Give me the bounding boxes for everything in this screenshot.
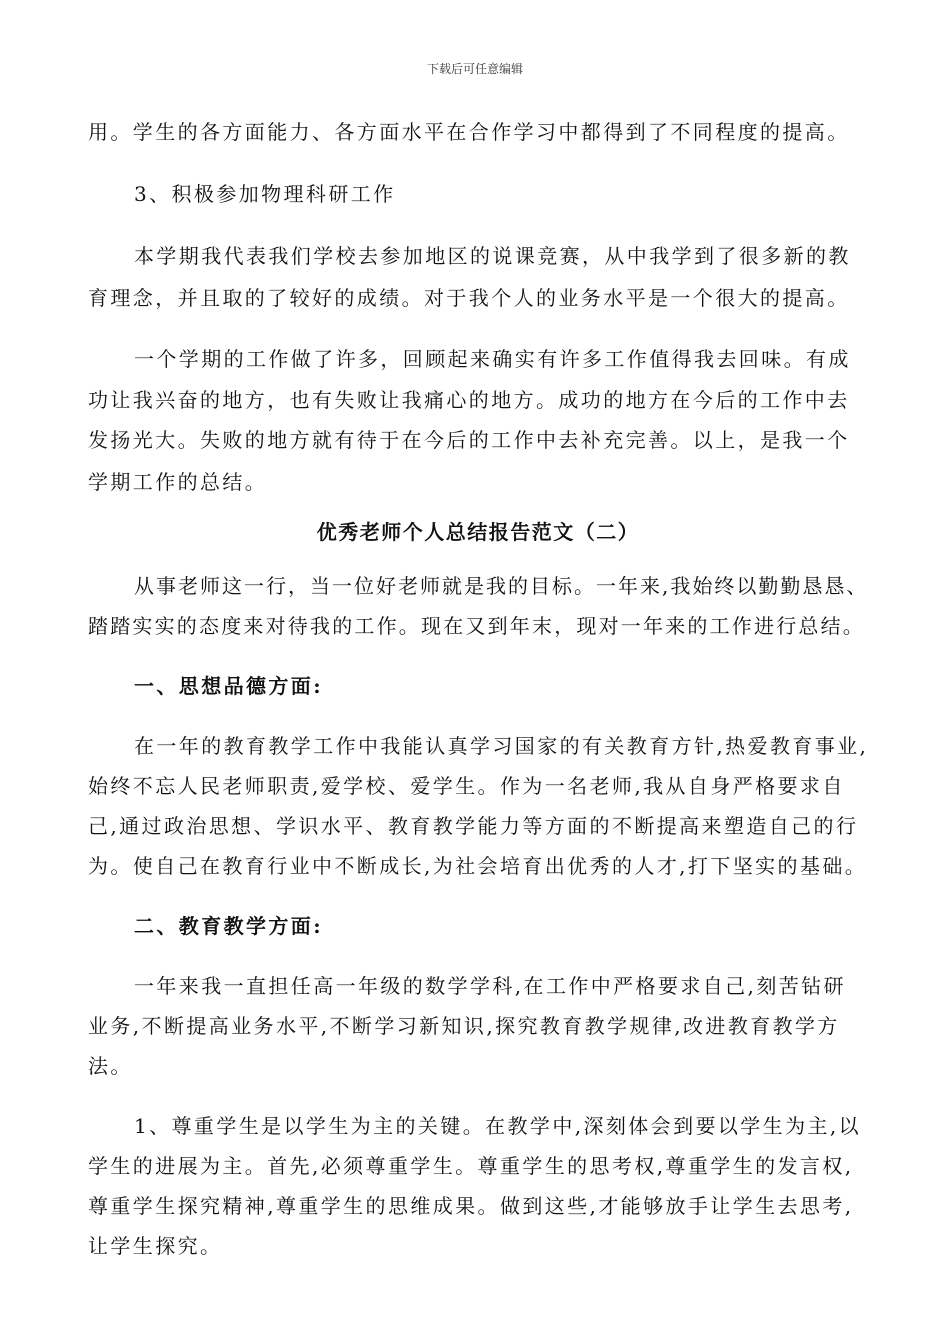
paragraph-line: 踏踏实实的态度来对待我的工作。现在又到年末，现对一年来的工作进行总结。 — [88, 614, 865, 638]
paragraph-line: 学生的进展为主。首先,必须尊重学生。尊重学生的思考权,尊重学生的发言权, — [88, 1154, 854, 1178]
paragraph-line: 学期工作的总结。 — [88, 470, 268, 494]
paragraph-line: 尊重学生探究精神,尊重学生的思维成果。做到这些,才能够放手让学生去思考, — [88, 1194, 854, 1218]
paragraph-line: 发扬光大。失败的地方就有待于在今后的工作中去补充完善。以上，是我一个 — [88, 428, 850, 452]
paragraph-line: 始终不忘人民老师职责,爱学校、爱学生。作为一名老师,我从自身严格要求自 — [88, 774, 845, 798]
paragraph-line: 本学期我代表我们学校去参加地区的说课竞赛，从中我学到了很多新的教 — [134, 244, 851, 268]
paragraph-line: 用。学生的各方面能力、各方面水平在合作学习中都得到了不同程度的提高。 — [88, 120, 850, 144]
paragraph-line: 1、尊重学生是以学生为主的关键。在教学中,深刻体会到要以学生为主,以 — [134, 1114, 862, 1138]
page-header: 下载后可任意编辑 — [426, 62, 523, 76]
paragraph-line: 法。 — [88, 1054, 133, 1078]
paragraph-line: 在一年的教育教学工作中我能认真学习国家的有关教育方针,热爱教育事业, — [134, 734, 869, 758]
paragraph-line: 一个学期的工作做了许多，回顾起来确实有许多工作值得我去回味。有成 — [134, 347, 851, 371]
paragraph-line: 业务,不断提高业务水平,不断学习新知识,探究教育教学规律,改进教育教学方 — [88, 1014, 840, 1038]
paragraph-line: 从事老师这一行，当一位好老师就是我的目标。一年来,我始终以勤勤恳恳、 — [134, 574, 869, 598]
paragraph-line: 育理念，并且取的了较好的成绩。对于我个人的业务水平是一个很大的提高。 — [88, 286, 850, 310]
section-heading: 二、教育教学方面: — [134, 914, 323, 938]
paragraph-line: 功让我兴奋的地方，也有失败让我痛心的地方。成功的地方在今后的工作中去 — [88, 388, 850, 412]
section-heading: 3、积极参加物理科研工作 — [134, 182, 396, 206]
paragraph-line: 让学生探究。 — [88, 1234, 223, 1258]
section-heading: 一、思想品德方面: — [134, 674, 323, 698]
document-title: 优秀老师个人总结报告范文（二） — [316, 520, 640, 544]
paragraph-line: 为。使自己在教育行业中不断成长,为社会培育出优秀的人才,打下坚实的基础。 — [88, 854, 868, 878]
paragraph-line: 己,通过政治思想、学识水平、教育教学能力等方面的不断提高来塑造自己的行 — [88, 814, 859, 838]
paragraph-line: 一年来我一直担任高一年级的数学学科,在工作中严格要求自己,刻苦钻研 — [134, 974, 846, 998]
